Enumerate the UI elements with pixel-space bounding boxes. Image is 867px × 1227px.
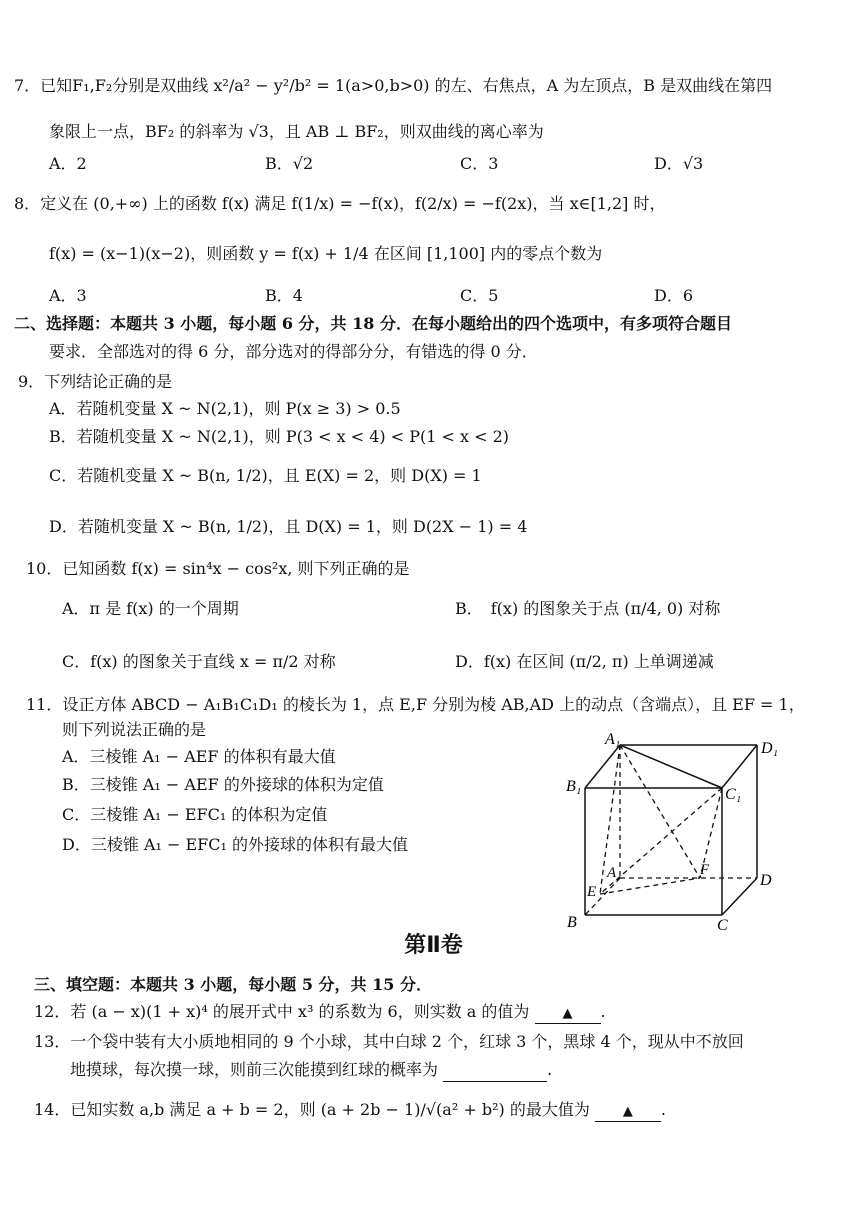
label-D1: D₁: [761, 740, 779, 757]
q13-text: 地摸球，每次摸一球，则前三次能摸到红球的概率为: [70, 1060, 439, 1079]
q13-end: .: [547, 1060, 553, 1079]
q14-line: [34, 1098, 666, 1122]
section3-heading: 三、填空题：本题共 3 小题，每小题 5 分，共 15 分．: [34, 975, 432, 994]
q11-option-c: C．三棱锥 A₁ − EFC₁ 的体积为定值: [62, 805, 328, 824]
q14-text: 14．已知实数 a,b 满足 a + b = 2，则 (a + 2b − 1)/√(a² + b²) 的最大值为: [34, 1100, 590, 1119]
q11-line1: 11．设正方体 ABCD − A₁B₁C₁D₁ 的棱长为 1，点 E,F 分别为棱 AB,AD 上的动点（含端点），且 EF = 1，: [26, 695, 805, 714]
label-C: C: [717, 917, 728, 934]
q11-line2: 则下列说法正确的是: [62, 720, 207, 739]
label-A: A: [607, 865, 617, 881]
q8-line2: f(x) = (x−1)(x−2)，则函数 y = f(x) + 1/4 在区间 [1,100] 内的零点个数为: [49, 244, 603, 263]
q8-option-a: A．3: [49, 286, 87, 305]
q10-stem: 10．已知函数 f(x) = sin⁴x − cos²x, 则下列正确的是: [26, 559, 410, 578]
label-C1: C₁: [725, 786, 742, 803]
q10-option-b: B． f(x) 的图象关于点 (π/4, 0) 对称: [455, 599, 721, 618]
q7-option-a: A．2: [49, 154, 87, 173]
q14-answer-blank[interactable]: ▲: [595, 1103, 661, 1122]
q13-line2: [70, 1058, 552, 1082]
q7-line2: 象限上一点，BF₂ 的斜率为 √3，且 AB ⊥ BF₂，则双曲线的离心率为: [49, 122, 544, 141]
q10-option-a: A．π 是 f(x) 的一个周期: [62, 599, 239, 618]
section2-line1: 二、选择题：本题共 3 小题，每小题 6 分，共 18 分．在每小题给出的四个选项中，有多项符合题目: [14, 314, 732, 333]
label-E: E: [587, 884, 597, 900]
q8-option-d: D．6: [654, 286, 694, 305]
q10-option-d: D．f(x) 在区间 (π/2, π) 上单调递减: [455, 652, 714, 671]
q11-option-b: B．三棱锥 A₁ − AEF 的外接球的体积为定值: [62, 775, 384, 794]
q13-line1: 13．一个袋中装有大小质地相同的 9 个小球，其中白球 2 个，红球 3 个，黑球 4 个，现从中不放回: [34, 1032, 744, 1051]
q9-option-d: D．若随机变量 X ~ B(n, 1/2)，且 D(X) = 1，则 D(2X − 1) = 4: [49, 517, 528, 536]
q12-answer-blank[interactable]: ▲: [535, 1005, 601, 1024]
q8-option-c: C．5: [460, 286, 499, 305]
part2-title: 第Ⅱ卷: [404, 933, 463, 958]
q9-option-c: C．若随机变量 X ~ B(n, 1/2)，且 E(X) = 2，则 D(X) = 1: [49, 466, 482, 485]
q9-stem: 9．下列结论正确的是: [18, 372, 173, 391]
q9-option-a: A．若随机变量 X ~ N(2,1)，则 P(x ≥ 3) > 0.5: [49, 399, 401, 418]
q9-option-b: B．若随机变量 X ~ N(2,1)，则 P(3 < x < 4) < P(1 < x < 2): [49, 427, 509, 446]
q11-option-d: D．三棱锥 A₁ − EFC₁ 的外接球的体积有最大值: [62, 835, 408, 854]
q7-option-c: C．3: [460, 154, 499, 173]
q11-option-a: A．三棱锥 A₁ − AEF 的体积有最大值: [62, 747, 336, 766]
label-D: D: [760, 872, 772, 889]
q7-option-b: B．√2: [265, 154, 314, 173]
q7-line1: 7．已知F₁,F₂分别是双曲线 x²/a² − y²/b² = 1(a>0,b>0) 的左、右焦点，A 为左顶点，B 是双曲线在第四: [14, 76, 773, 95]
section2-line2: 要求．全部选对的得 6 分，部分选对的得部分分，有错选的得 0 分．: [49, 342, 538, 361]
q8-line1: 8．定义在 (0,+∞) 上的函数 f(x) 满足 f(1/x) = −f(x)，f(2/x) = −f(2x)，当 x∈[1,2] 时，: [14, 194, 666, 213]
q12-text: 12．若 (a − x)(1 + x)⁴ 的展开式中 x³ 的系数为 6，则实数 a 的值为: [34, 1002, 530, 1021]
q12-line: [34, 1000, 606, 1024]
q12-end: .: [600, 1002, 606, 1021]
q10-option-c: C．f(x) 的图象关于直线 x = π/2 对称: [62, 652, 336, 671]
label-F: F: [700, 862, 710, 878]
q7-option-d: D．√3: [654, 154, 704, 173]
q13-answer-blank[interactable]: [443, 1063, 547, 1082]
label-A1: A₁: [605, 731, 621, 748]
label-B1: B₁: [566, 778, 582, 795]
q8-option-b: B．4: [265, 286, 303, 305]
q14-end: .: [660, 1100, 667, 1119]
label-B: B: [567, 914, 577, 931]
